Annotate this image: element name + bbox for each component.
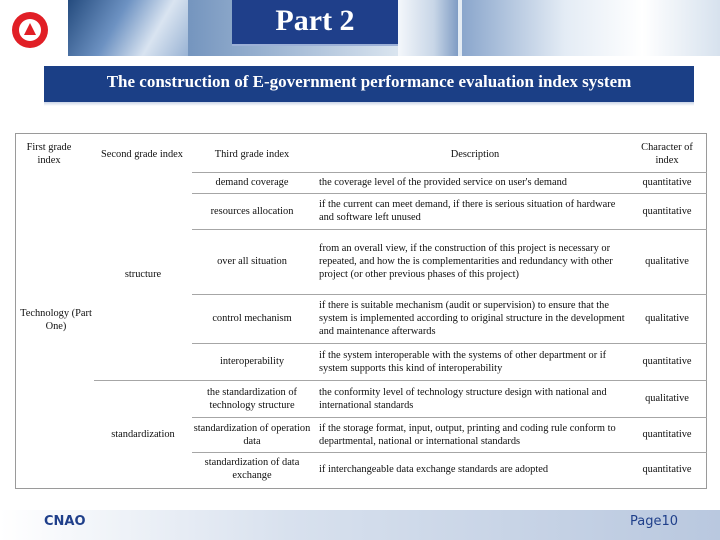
third-grade-cell: over all situation xyxy=(217,256,287,267)
character-cell: quantitative xyxy=(642,205,692,217)
character-cell: quantitative xyxy=(642,463,692,475)
subtitle-shadow xyxy=(44,102,694,106)
second-grade-standardization: standardization xyxy=(111,428,175,440)
third-grade-cell: standardization of operation data xyxy=(193,422,311,447)
third-grade-cell: resources allocation xyxy=(210,205,294,217)
first-grade-value: Technology (Part One) xyxy=(20,308,92,332)
cnao-logo-icon xyxy=(12,12,48,48)
header-photo xyxy=(398,0,458,56)
header-photo xyxy=(462,0,720,56)
header-photo xyxy=(68,0,188,56)
column-header-character: Character of index xyxy=(641,142,693,166)
description-cell: if the current can meet demand, if there is serious situation of hardware and software left unused xyxy=(319,199,616,223)
column-header-description: Description xyxy=(450,148,500,160)
character-cell: quantitative xyxy=(642,177,692,188)
description-cell: if the system interoperable with the systems of other department or if system supports this kind of interoperability xyxy=(319,349,607,374)
column-header-third-grade: Third grade index xyxy=(214,148,290,160)
description-cell: from an overall view, if the construction of this project is necessary or repeated, and how the is complementarities and redundancy with other project (or other previous phases of this project) xyxy=(319,243,613,280)
description-cell: the coverage level of the provided service on user's demand xyxy=(319,177,567,188)
part-title-box xyxy=(232,0,398,46)
character-cell: quantitative xyxy=(642,429,692,440)
description-cell: if there is suitable mechanism (audit or supervision) to ensure that the system is implemented according to original structure in the development and maintenance afterwards xyxy=(319,300,625,337)
third-grade-cell: control mechanism xyxy=(212,313,292,324)
page-number: Page10 xyxy=(630,514,679,529)
column-header-second-grade: Second grade index xyxy=(101,148,183,160)
third-grade-cell: demand coverage xyxy=(215,177,289,188)
description-cell: if the storage format, input, output, printing and coding rule conform to departmental, national or international standards xyxy=(319,422,616,447)
description-cell: the conformity level of technology structure design with national and international standards xyxy=(319,386,607,411)
logo-area xyxy=(0,0,68,56)
character-cell: quantitative xyxy=(642,356,692,367)
part-title: Part 2 xyxy=(275,4,355,37)
character-cell: qualitative xyxy=(645,256,689,267)
character-cell: qualitative xyxy=(645,393,689,404)
footer-organization: CNAO xyxy=(44,514,86,529)
second-grade-structure: structure xyxy=(124,268,162,280)
description-cell: if interchangeable data exchange standards are adopted xyxy=(319,463,549,475)
third-grade-cell: interoperability xyxy=(219,356,285,367)
subtitle-bar xyxy=(44,66,694,102)
header-banner xyxy=(0,0,720,56)
column-header-first-grade: First grade index xyxy=(26,142,72,166)
character-cell: qualitative xyxy=(645,313,689,324)
third-grade-cell: the standardization of technology structure xyxy=(206,386,298,411)
slide-subtitle: The construction of E-government performance evaluation index system xyxy=(106,72,632,91)
footer-bar xyxy=(0,510,720,540)
third-grade-cell: standardization of data exchange xyxy=(204,457,300,481)
